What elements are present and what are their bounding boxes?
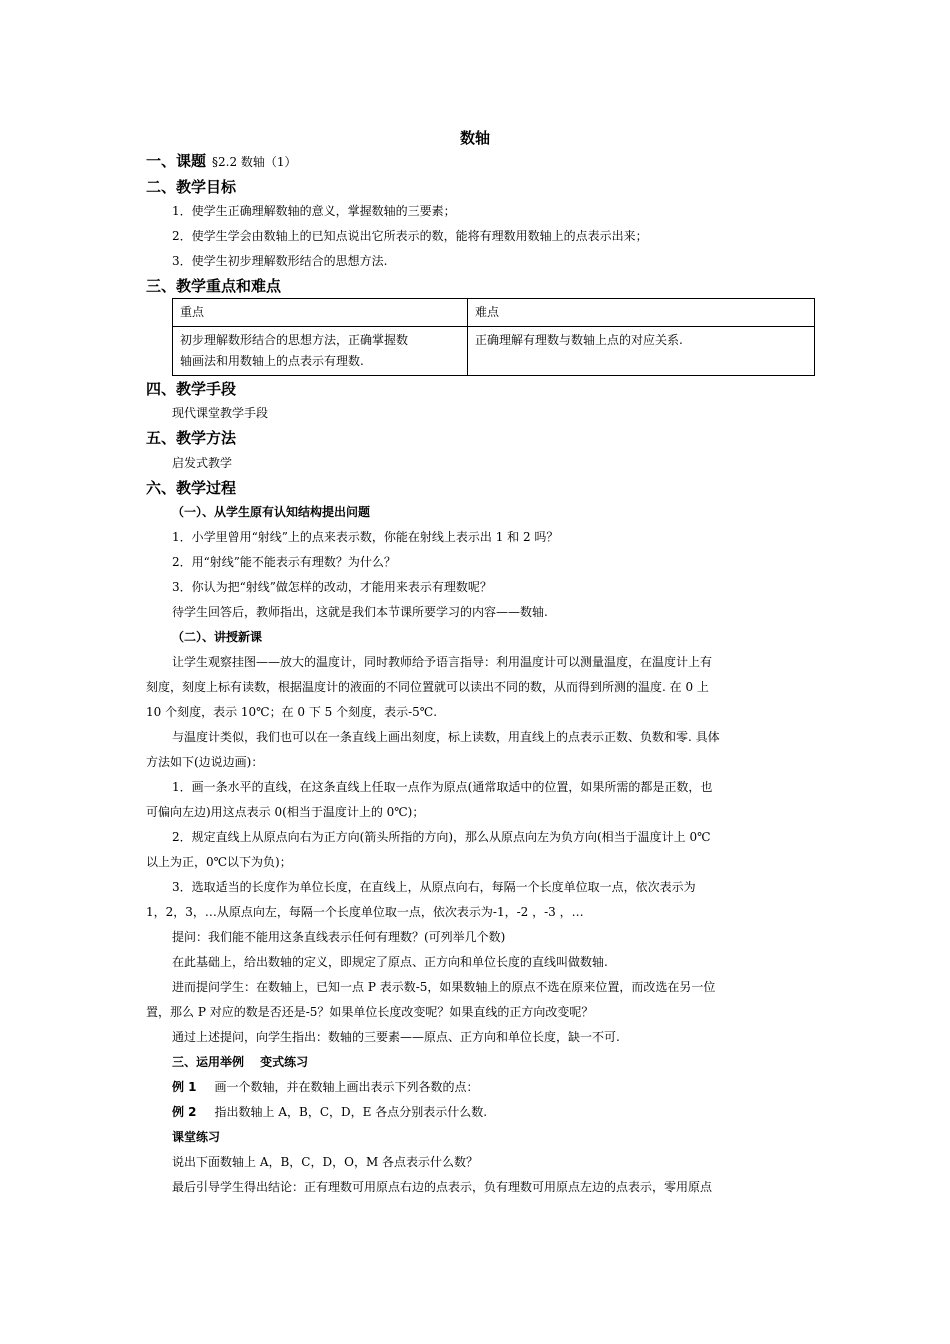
section-process-heading: 六、教学过程	[146, 479, 237, 497]
cell-line: 初步理解数形结合的思想方法，正确掌握数	[180, 333, 409, 347]
section-topic-heading: 一、课题	[146, 152, 207, 170]
table-header-cell: 难点	[468, 299, 815, 327]
page-title: 数轴	[459, 129, 490, 147]
paragraph-line: 1，2，3，…从原点向左，每隔一个长度单位取一点，依次表示为-1，-2 ，-3 ，…	[146, 905, 584, 919]
table-cell: 正确理解有理数与数轴上点的对应关系.	[468, 327, 815, 376]
paragraph-line: 3．选取适当的长度作为单位长度，在直线上，从原点向右，每隔一个长度单位取一点，依次表示为	[172, 880, 696, 894]
paragraph-line: 进而提问学生：在数轴上，已知一点 P 表示数-5，如果数轴上的原点不选在原来位置，而改选在另一位	[172, 980, 716, 994]
objective-item: 1．使学生正确理解数轴的意义，掌握数轴的三要素；	[172, 204, 456, 218]
section-objectives-heading: 二、教学目标	[146, 178, 237, 196]
paragraph-line: 让学生观察挂图——放大的温度计，同时教师给予语言指导：利用温度计可以测量温度，在温度计上有	[172, 655, 713, 669]
table-cell	[173, 327, 468, 376]
table-header-cell: 重点	[173, 299, 468, 327]
paragraph-line: 可偏向左边)用这点表示 0(相当于温度计上的 0℃)；	[146, 805, 425, 819]
section-topic-text: §2.2 数轴（1）	[212, 155, 297, 169]
example-1-text: 画一个数轴，并在数轴上画出表示下列各数的点：	[214, 1080, 479, 1094]
paragraph-line: 1．小学里曾用“射线”上的点来表示数，你能在射线上表示出 1 和 2 吗？	[172, 530, 559, 544]
paragraph-line: 以上为正，0℃以下为负)；	[146, 855, 292, 869]
keypoints-table	[172, 298, 815, 376]
example-1-label: 例 1	[172, 1080, 197, 1094]
paragraph-line: 3．你认为把“射线”做怎样的改动，才能用来表示有理数呢？	[172, 580, 492, 594]
example-2	[172, 1103, 487, 1121]
part1-heading: （一）、从学生原有认知结构提出问题	[172, 505, 371, 519]
paragraph-line: 提问：我们能不能用这条直线表示任何有理数？(可列举几个数)	[172, 930, 506, 944]
paragraph-line: 与温度计类似，我们也可以在一条直线上画出刻度，标上读数，用直线上的点表示正数、负数和零. 具体	[172, 730, 720, 744]
example-1	[172, 1078, 479, 1096]
conclusion-text: 最后引导学生得出结论：正有理数可用原点右边的点表示，负有理数可用原点左边的点表示，零用原点	[172, 1180, 713, 1194]
cell-line: 轴画法和用数轴上的点表示有理数.	[180, 354, 364, 368]
paragraph-line: 10 个刻度，表示 10℃；在 0 下 5 个刻度，表示-5℃.	[146, 705, 438, 719]
objective-item: 3．使学生初步理解数形结合的思想方法.	[172, 254, 388, 268]
part3-heading: 三、运用举例 变式练习	[172, 1055, 309, 1069]
section-means-text: 现代课堂教学手段	[172, 406, 269, 420]
example-2-text: 指出数轴上 A，B，C，D，E 各点分别表示什么数.	[214, 1105, 488, 1119]
table-row	[173, 299, 815, 327]
paragraph-line: 1．画一条水平的直线，在这条直线上任取一点作为原点(通常取适中的位置，如果所需的都是正数，也	[172, 780, 713, 794]
section-means-heading: 四、教学手段	[146, 380, 237, 398]
practice-heading: 课堂练习	[172, 1130, 221, 1144]
table-row	[173, 327, 815, 376]
paragraph-line: 方法如下(边说边画)：	[146, 755, 264, 769]
section-keypoints-heading: 三、教学重点和难点	[146, 277, 282, 295]
part2-heading: （二）、讲授新课	[172, 630, 263, 644]
paragraph-line: 通过上述提问，向学生指出：数轴的三要素——原点、正方向和单位长度，缺一不可.	[172, 1030, 620, 1044]
paragraph-line: 2．规定直线上从原点向右为正方向(箭头所指的方向)，那么从原点向左为负方向(相当于温度计上 0℃	[172, 830, 711, 844]
section-method-heading: 五、教学方法	[146, 429, 237, 447]
paragraph-line: 刻度，刻度上标有读数，根据温度计的液面的不同位置就可以读出不同的数，从而得到所测的温度. 在 0 上	[146, 680, 709, 694]
paragraph-line: 在此基础上，给出数轴的定义，即规定了原点、正方向和单位长度的直线叫做数轴.	[172, 955, 608, 969]
paragraph-line: 2．用“射线”能不能表示有理数？为什么？	[172, 555, 396, 569]
section-topic	[146, 151, 297, 172]
paragraph-line: 待学生回答后，教师指出，这就是我们本节课所要学习的内容——数轴.	[172, 605, 548, 619]
practice-text: 说出下面数轴上 A，B，C，D，O，M 各点表示什么数？	[172, 1155, 479, 1169]
paragraph-line: 置，那么 P 对应的数是否还是-5？如果单位长度改变呢？如果直线的正方向改变呢？	[146, 1005, 594, 1019]
objective-item: 2．使学生学会由数轴上的已知点说出它所表示的数，能将有理数用数轴上的点表示出来；	[172, 229, 648, 243]
example-2-label: 例 2	[172, 1105, 197, 1119]
section-method-text: 启发式教学	[172, 456, 233, 470]
